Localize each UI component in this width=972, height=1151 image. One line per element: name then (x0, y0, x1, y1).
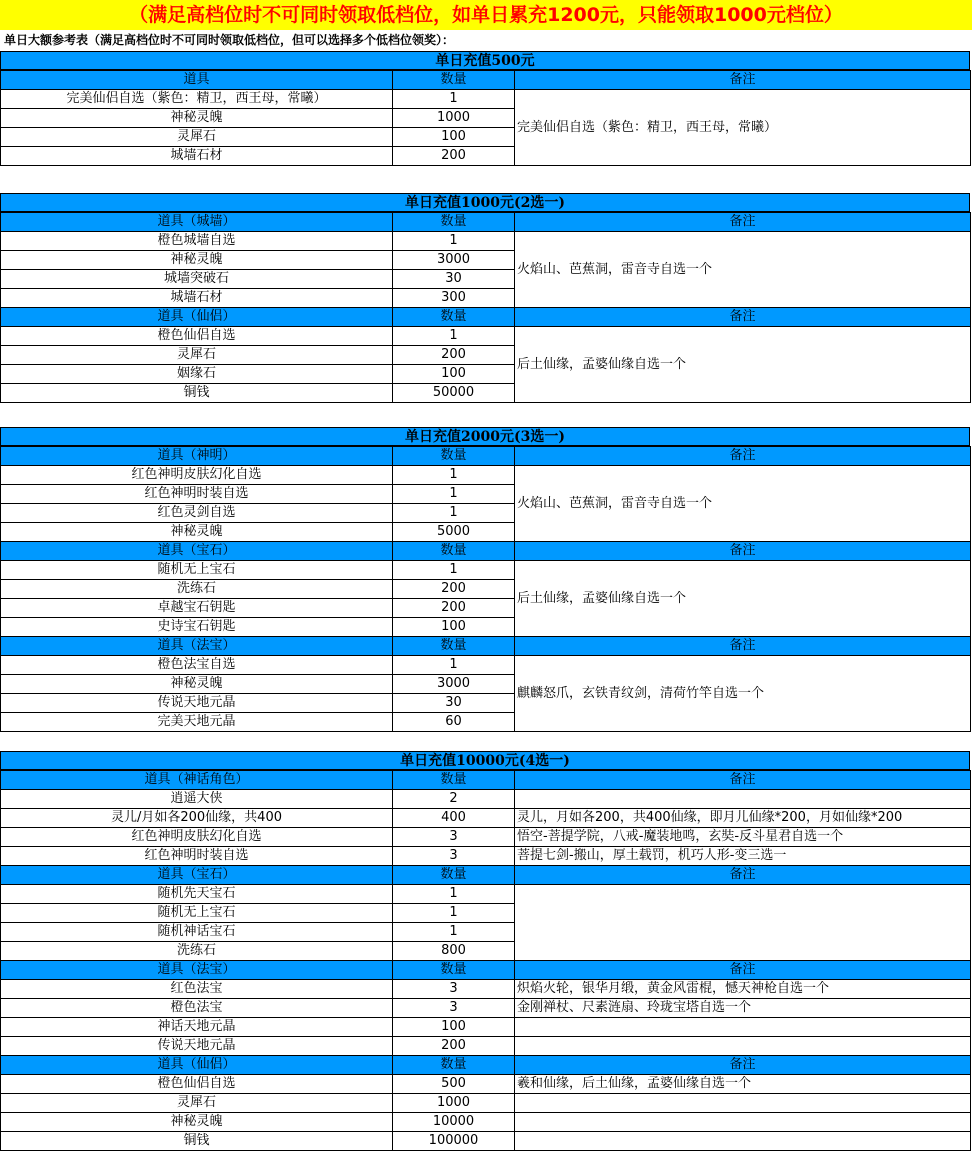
item-quantity: 1 (393, 232, 515, 251)
item-name: 灵犀石 (1, 346, 393, 365)
column-header-remark: 备注 (515, 71, 971, 90)
item-quantity: 1 (393, 885, 515, 904)
table-row (1, 790, 971, 809)
item-name: 橙色城墙自选 (1, 232, 393, 251)
item-name: 逍遥大侠 (1, 790, 393, 809)
column-header-quantity: 数量 (393, 447, 515, 466)
column-header-quantity: 数量 (393, 308, 515, 327)
item-name: 传说天地元晶 (1, 694, 393, 713)
table-row (1, 885, 971, 904)
item-remark: 火焰山、芭蕉洞，雷音寺自选一个 (515, 466, 971, 542)
item-quantity: 1000 (393, 109, 515, 128)
item-quantity: 100 (393, 1018, 515, 1037)
item-name: 城墙石材 (1, 289, 393, 308)
column-header-item: 道具 (1, 71, 393, 90)
item-remark: 麒麟怒爪，玄铁青纹剑，清荷竹竿自选一个 (515, 656, 971, 732)
column-header-quantity: 数量 (393, 213, 515, 232)
item-remark: 炽焰火轮，银华月缎，黄金风雷棍，憾天神枪自选一个 (515, 980, 971, 999)
item-remark (515, 1018, 971, 1037)
table-row (1, 1113, 971, 1132)
item-name: 神秘灵魄 (1, 251, 393, 270)
column-header-item: 道具（城墙） (1, 213, 393, 232)
item-quantity: 10000 (393, 1113, 515, 1132)
reward-table (0, 212, 971, 403)
item-name: 完美天地元晶 (1, 713, 393, 732)
column-header-item: 道具（宝石） (1, 542, 393, 561)
item-name: 随机神话宝石 (1, 923, 393, 942)
section-title: 单日充值1000元(2选一) (0, 193, 970, 212)
reward-section (0, 427, 970, 732)
table-header-row (1, 542, 971, 561)
item-quantity: 50000 (393, 384, 515, 403)
item-name: 神秘灵魄 (1, 523, 393, 542)
item-name: 随机无上宝石 (1, 561, 393, 580)
item-name: 橙色仙侣自选 (1, 1075, 393, 1094)
item-name: 红色神明时装自选 (1, 847, 393, 866)
column-header-item: 道具（神明） (1, 447, 393, 466)
item-quantity: 1000 (393, 1094, 515, 1113)
table-row (1, 327, 971, 346)
table-header-row (1, 71, 971, 90)
column-header-remark: 备注 (515, 447, 971, 466)
item-quantity: 1 (393, 327, 515, 346)
item-name: 红色灵剑自选 (1, 504, 393, 523)
reward-section (0, 751, 970, 1151)
column-header-quantity: 数量 (393, 771, 515, 790)
column-header-quantity: 数量 (393, 637, 515, 656)
item-quantity: 1 (393, 504, 515, 523)
item-name: 洗练石 (1, 942, 393, 961)
reference-note: 单日大额参考表（满足高档位时不可同时领取低档位，但可以选择多个低档位领奖）： (4, 33, 455, 47)
table-row (1, 90, 971, 109)
item-remark (515, 1037, 971, 1056)
table-row (1, 1094, 971, 1113)
item-name: 铜钱 (1, 384, 393, 403)
table-row (1, 828, 971, 847)
item-quantity: 5000 (393, 523, 515, 542)
item-name: 灵儿/月如各200仙缘，共400 (1, 809, 393, 828)
section-title: 单日充值500元 (0, 51, 970, 70)
item-quantity: 30 (393, 270, 515, 289)
table-header-row (1, 866, 971, 885)
item-name: 神秘灵魄 (1, 109, 393, 128)
table-row (1, 1132, 971, 1151)
item-name: 神秘灵魄 (1, 675, 393, 694)
item-quantity: 3 (393, 828, 515, 847)
table-row (1, 1037, 971, 1056)
table-row (1, 999, 971, 1018)
item-remark (515, 1094, 971, 1113)
item-name: 铜钱 (1, 1132, 393, 1151)
column-header-quantity: 数量 (393, 71, 515, 90)
table-row (1, 1018, 971, 1037)
item-remark: 金刚禅杖、尺素涟扇、玲珑宝塔自选一个 (515, 999, 971, 1018)
item-quantity: 2 (393, 790, 515, 809)
item-quantity: 3 (393, 980, 515, 999)
column-header-quantity: 数量 (393, 961, 515, 980)
item-remark: 火焰山、芭蕉洞，雷音寺自选一个 (515, 232, 971, 308)
item-quantity: 1 (393, 466, 515, 485)
banner-warning: （满足高档位时不可同时领取低档位，如单日累充1200元，只能领取1000元档位） (0, 0, 972, 30)
item-name: 橙色法宝 (1, 999, 393, 1018)
column-header-quantity: 数量 (393, 1056, 515, 1075)
column-header-item: 道具（神话角色） (1, 771, 393, 790)
item-quantity: 800 (393, 942, 515, 961)
table-row (1, 466, 971, 485)
item-name: 城墙石材 (1, 147, 393, 166)
item-remark (515, 1113, 971, 1132)
item-quantity: 200 (393, 1037, 515, 1056)
table-row (1, 1075, 971, 1094)
reward-table (0, 446, 971, 732)
item-remark: 悟空-菩提学院，八戒-魔装地鸣，玄奘-反斗星君自选一个 (515, 828, 971, 847)
item-name: 橙色仙侣自选 (1, 327, 393, 346)
item-name: 红色神明时装自选 (1, 485, 393, 504)
item-name: 红色法宝 (1, 980, 393, 999)
item-quantity: 3 (393, 999, 515, 1018)
item-quantity: 200 (393, 599, 515, 618)
item-remark: 菩提七剑-搬山，厚土载罚，机巧人形-变三选一 (515, 847, 971, 866)
column-header-remark: 备注 (515, 866, 971, 885)
column-header-remark: 备注 (515, 637, 971, 656)
item-name: 神秘灵魄 (1, 1113, 393, 1132)
item-name: 红色神明皮肤幻化自选 (1, 466, 393, 485)
item-name: 卓越宝石钥匙 (1, 599, 393, 618)
table-header-row (1, 1056, 971, 1075)
table-row (1, 232, 971, 251)
column-header-remark: 备注 (515, 771, 971, 790)
item-quantity: 1 (393, 561, 515, 580)
item-remark (515, 790, 971, 809)
section-title: 单日充值2000元(3选一) (0, 427, 970, 446)
column-header-item: 道具（仙侣） (1, 1056, 393, 1075)
item-quantity: 200 (393, 147, 515, 166)
table-header-row (1, 961, 971, 980)
item-remark: 后土仙缘，孟婆仙缘自选一个 (515, 561, 971, 637)
item-quantity: 500 (393, 1075, 515, 1094)
item-quantity: 300 (393, 289, 515, 308)
item-name: 红色神明皮肤幻化自选 (1, 828, 393, 847)
column-header-remark: 备注 (515, 308, 971, 327)
reward-table (0, 770, 971, 1151)
reward-section (0, 51, 970, 166)
item-name: 橙色法宝自选 (1, 656, 393, 675)
table-header-row (1, 213, 971, 232)
item-remark (515, 885, 971, 961)
table-row (1, 561, 971, 580)
reward-table (0, 70, 971, 166)
item-quantity: 200 (393, 580, 515, 599)
table-row (1, 809, 971, 828)
table-row (1, 980, 971, 999)
column-header-item: 道具（仙侣） (1, 308, 393, 327)
table-header-row (1, 447, 971, 466)
item-quantity: 3 (393, 847, 515, 866)
table-header-row (1, 308, 971, 327)
item-quantity: 100000 (393, 1132, 515, 1151)
item-name: 城墙突破石 (1, 270, 393, 289)
column-header-item: 道具（宝石） (1, 866, 393, 885)
column-header-quantity: 数量 (393, 866, 515, 885)
item-quantity: 1 (393, 90, 515, 109)
item-remark (515, 1132, 971, 1151)
column-header-quantity: 数量 (393, 542, 515, 561)
item-remark: 羲和仙缘，后土仙缘，孟婆仙缘自选一个 (515, 1075, 971, 1094)
item-remark: 完美仙侣自选（紫色：精卫，西王母，常曦） (515, 90, 971, 166)
item-name: 随机无上宝石 (1, 904, 393, 923)
section-title: 单日充值10000元(4选一) (0, 751, 970, 770)
table-header-row (1, 637, 971, 656)
item-quantity: 3000 (393, 675, 515, 694)
item-quantity: 200 (393, 346, 515, 365)
item-name: 史诗宝石钥匙 (1, 618, 393, 637)
item-quantity: 400 (393, 809, 515, 828)
item-name: 神话天地元晶 (1, 1018, 393, 1037)
item-name: 姻缘石 (1, 365, 393, 384)
reward-section (0, 193, 970, 403)
item-quantity: 30 (393, 694, 515, 713)
item-name: 随机先天宝石 (1, 885, 393, 904)
item-quantity: 100 (393, 618, 515, 637)
item-quantity: 100 (393, 365, 515, 384)
column-header-item: 道具（法宝） (1, 637, 393, 656)
table-row (1, 847, 971, 866)
item-name: 完美仙侣自选（紫色：精卫，西王母，常曦） (1, 90, 393, 109)
item-quantity: 3000 (393, 251, 515, 270)
table-row (1, 656, 971, 675)
column-header-remark: 备注 (515, 542, 971, 561)
item-remark: 后土仙缘，孟婆仙缘自选一个 (515, 327, 971, 403)
column-header-remark: 备注 (515, 1056, 971, 1075)
item-remark: 灵儿，月如各200，共400仙缘，即月儿仙缘*200，月如仙缘*200 (515, 809, 971, 828)
item-quantity: 1 (393, 904, 515, 923)
column-header-item: 道具（法宝） (1, 961, 393, 980)
item-quantity: 1 (393, 923, 515, 942)
item-name: 灵犀石 (1, 128, 393, 147)
column-header-remark: 备注 (515, 213, 971, 232)
item-name: 传说天地元晶 (1, 1037, 393, 1056)
table-header-row (1, 771, 971, 790)
item-name: 洗练石 (1, 580, 393, 599)
item-quantity: 1 (393, 485, 515, 504)
item-quantity: 100 (393, 128, 515, 147)
item-quantity: 60 (393, 713, 515, 732)
item-quantity: 1 (393, 656, 515, 675)
item-name: 灵犀石 (1, 1094, 393, 1113)
column-header-remark: 备注 (515, 961, 971, 980)
